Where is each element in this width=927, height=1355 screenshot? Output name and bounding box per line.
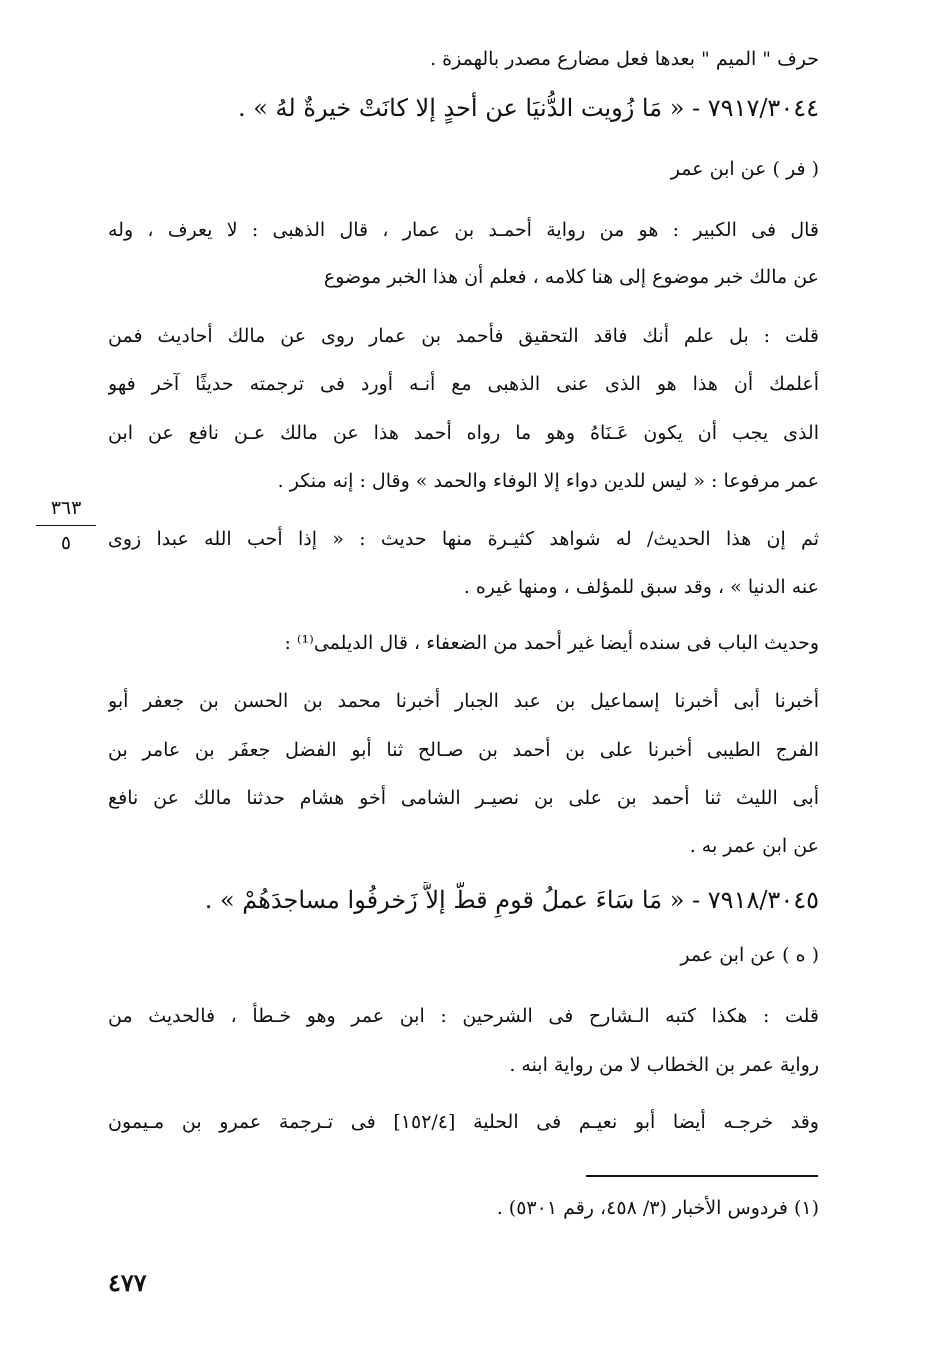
paragraph-line: عنه الدنيا » ، وقد سبق للمؤلف ، ومنها غيره . [463,576,819,598]
margin-volume-note [36,497,96,554]
hadith-7918-source: ( ه ) عن ابن عمر [680,944,819,966]
paragraph-line: عن مالك خبر موضوع إلى هنا كلامه ، فعلم أن هذا الخبر موضوع [323,266,819,288]
margin-note-rule [36,525,96,526]
hadith-7918-text: ٧٩١٨/٣٠٤٥ - « مَا سَاءَ عملُ قومٍ قطُّ إلاَّ زَخرفُوا مساجدَهُمْ » . [204,886,819,914]
paragraph-line: ثم إن هذا الحديث/ له شواهد كثيـرة منها حديث : « إذا أحب الله عبدا زوى [108,528,819,550]
chapter-heading-line: حرف " الميم " بعدها فعل مضارع مصدر بالهمزة . [430,48,819,70]
paragraph-line: رواية عمر بن الخطاب لا من رواية ابنه . [509,1054,819,1076]
footnote-separator [586,1175,818,1177]
hadith-7917-text: ٧٩١٧/٣٠٤٤ - « مَا زُويت الدُّنيَا عن أحدٍ إلا كانَتْ خيرةٌ لهُ » . [237,94,819,122]
paragraph-line: أبى الليث ثنا أحمد بن على بن نصيـر الشامى أخو هشام حدثنا مالك عن نافع [108,787,819,809]
paragraph-line: قلت : بل علم أنك فاقد التحقيق فأحمد بن عمار روى عن مالك أحاديث فمن [108,325,819,347]
page-number: ٤٧٧ [108,1268,147,1297]
paragraph-line: الذى يجب أن يكون عَـنَاهُ وهو ما رواه أحمد هذا عن مالك عـن نافع عن ابن [108,422,819,444]
paragraph-line: وحديث الباب فى سنده أيضا غير أحمد من الضعفاء ، قال الديلمى⁽¹⁾ : [284,632,819,654]
hadith-7917-source: ( فر ) عن ابن عمر [670,158,819,180]
footnote: (١) فردوس الأخبار (٣/ ٤٥٨، رقم ٥٣٠١) . [496,1197,819,1219]
paragraph-line: أعلمك أن هذا هو الذى عنى الذهبى مع أنـه أورد فى ترجمته حديثًا آخر فهو [108,373,819,395]
paragraph-line: أخبرنا أبى أخبرنا إسماعيل بن عبد الجبار أخبرنا محمد بن الحسن بن جعفر أبو [108,690,819,712]
paragraph-line: الفرج الطيبى أخبرنا على بن أحمد بن صـالح ثنا أبو الفضل جعفَر بن عامر بن [108,739,819,761]
paragraph-line: عمر مرفوعا : « ليس للدين دواء إلا الوفاء والحمد » وقال : إنه منكر . [277,470,819,492]
paragraph-line: عن ابن عمر به . [689,835,819,857]
paragraph-line: قلت : هكذا كتبه الـشارح فى الشرحين : ابن عمر وهو خـطأ ، فالحديث من [108,1005,819,1027]
paragraph-line: قال فى الكبير : هو من رواية أحمـد بن عمار ، قال الذهبى : لا يعرف ، وله [108,219,819,241]
margin-note-bottom: ٥ [60,532,72,554]
paragraph-line: وقد خرجـه أيضا أبو نعيـم فى الحلية [١٥٢/٤] فى تـرجمة عمرو بن مـيمون [108,1111,819,1133]
margin-note-top: ٣٦٣ [50,497,82,519]
